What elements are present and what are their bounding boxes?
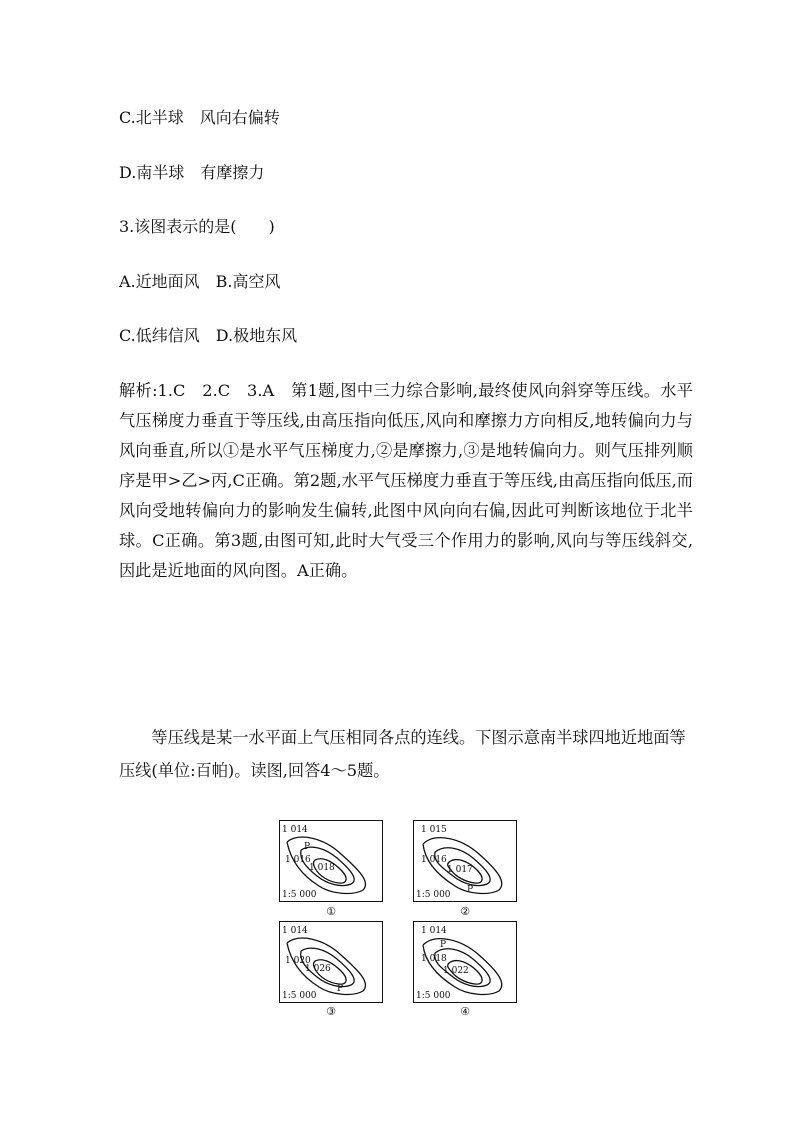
fig1-inner-label: 1 018 (309, 863, 335, 873)
fig1-outer-label: 1 014 (282, 825, 308, 835)
fig2-caption: ② (460, 905, 470, 918)
fig4-caption: ④ (460, 1005, 470, 1018)
fig4-middle-label: 1 018 (421, 954, 447, 964)
fig4-scale: 1:5 000 (416, 991, 451, 1001)
fig4-inner-label: 1 022 (443, 966, 469, 976)
intro-paragraph: 等压线是某一水平面上气压相同各点的连线。下图示意南半球四地近地面等压线(单位:百帕)。读图,回答4～5题。 (119, 728, 686, 780)
fig2-scale: 1:5 000 (416, 890, 451, 900)
fig2-point-label: P (467, 885, 474, 895)
option-c-line: C.北半球 风向右偏转 (119, 108, 280, 127)
fig1-caption: ① (326, 905, 336, 918)
isobar-figure-1 (279, 820, 383, 902)
fig3-caption: ③ (326, 1005, 336, 1018)
options-ab-line: A.近地面风 B.高空风 (119, 272, 281, 291)
fig2-outer-label: 1 015 (421, 825, 447, 835)
isobar-figure-4 (413, 921, 517, 1003)
isobar-figure-2 (413, 820, 517, 902)
option-d-line: D.南半球 有摩擦力 (119, 163, 265, 182)
fig2-middle-label: 1 016 (421, 855, 447, 865)
options-cd-line: C.低纬信风 D.极地东风 (119, 326, 298, 345)
fig3-inner-label: 1 026 (305, 964, 331, 974)
fig1-middle-label: 1 016 (285, 855, 311, 865)
isobar-figure-3 (279, 921, 383, 1003)
fig2-inner-label: 1 017 (447, 865, 473, 875)
question-3: 3.该图表示的是( ) (119, 217, 275, 236)
analysis-paragraph: 解析:1.C 2.C 3.A 第1题,图中三力综合影响,最终使风向斜穿等压线。水平气压梯度力垂直于等压线,由高压指向低压,风向和摩擦力方向相反,地转偏向力与风向垂直,所以①是水平气压梯度力,②是摩擦力,③是地转偏向力。则气压排列顺序是甲>乙>丙,C正确。第2题,水平气压梯度力垂直于等压线,由高压指向低压,而风向受地转偏向力的影响发生偏转,此图中风向向右偏,因此可判断该地位于北半球。C正确。第3题,由图可知,此时大气受三个作用力的影响,风向与等压线斜交,因此是近地面的风向图。A正确。 (119, 381, 693, 580)
fig1-point-label: P (304, 842, 311, 852)
fig3-outer-label: 1 014 (282, 926, 308, 936)
fig1-scale: 1:5 000 (282, 890, 317, 900)
fig3-middle-label: 1 020 (285, 956, 311, 966)
fig3-scale: 1:5 000 (282, 991, 317, 1001)
fig4-outer-label: 1 014 (421, 926, 447, 936)
fig3-point-label: P (337, 984, 344, 994)
fig4-point-label: P (440, 940, 447, 950)
